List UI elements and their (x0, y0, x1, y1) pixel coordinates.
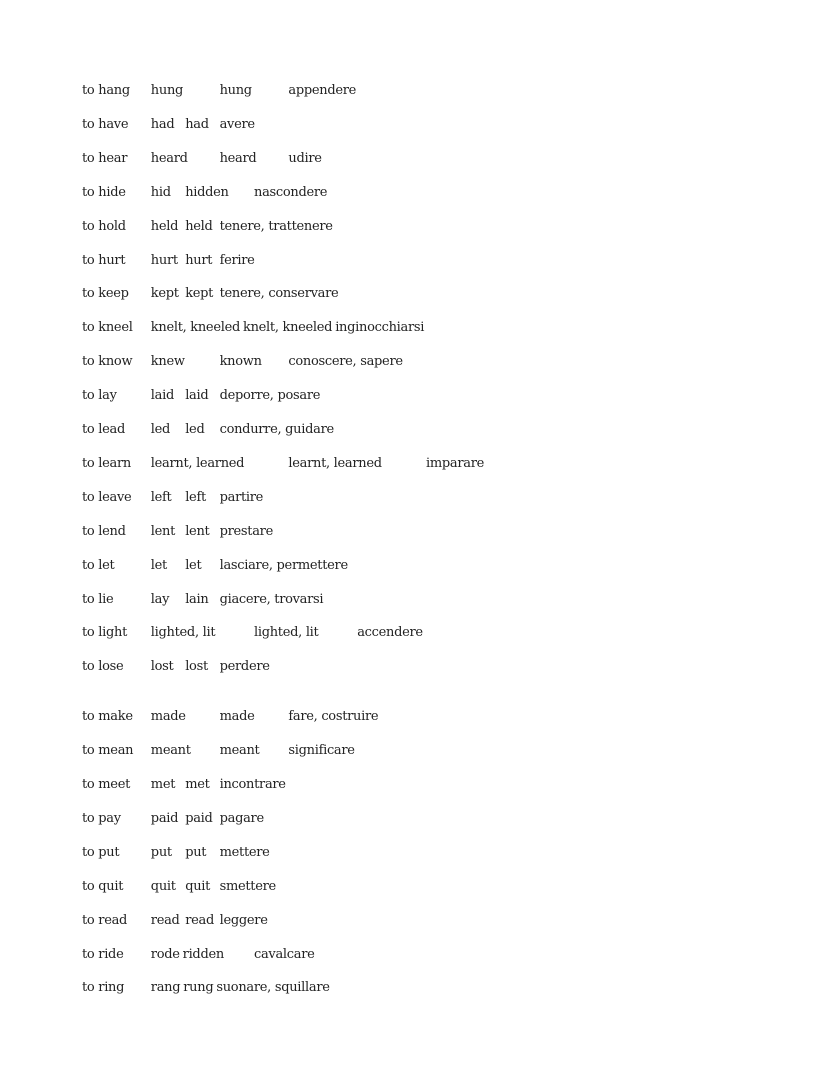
verb-row (0, 116, 828, 134)
verb-row (0, 285, 828, 303)
past-participle: ridden (182, 946, 224, 962)
infinitive: to hear (82, 150, 128, 166)
infinitive: to pay (82, 810, 121, 826)
italian-translation: condurre, guidare (219, 422, 334, 437)
italian-translation: leggere (219, 912, 268, 928)
italian-translation: perdere (219, 659, 270, 675)
verb-row (0, 150, 828, 168)
italian-translation: lasciare, permettere (219, 557, 348, 573)
past-participle: lighted, lit (254, 625, 319, 641)
verb-row (0, 421, 828, 439)
past-participle: made (219, 709, 255, 725)
italian-translation: imparare (426, 455, 485, 471)
italian-translation: partire (219, 489, 264, 505)
past-participle: hung (219, 83, 252, 98)
verb-row (0, 912, 828, 930)
italian-translation: significare (288, 743, 355, 759)
past-participle: had (185, 116, 209, 132)
past-participle: heard (219, 150, 257, 166)
past-simple: lost (150, 659, 174, 675)
verb-row (0, 844, 828, 862)
past-simple: hurt (150, 252, 178, 268)
infinitive: to know (82, 354, 133, 370)
past-simple: read (150, 912, 180, 928)
verb-row (0, 387, 828, 405)
italian-translation: deporre, posare (219, 388, 321, 404)
past-participle: held (185, 218, 213, 234)
italian-translation: pagare (219, 810, 264, 826)
past-participle: learnt, learned (288, 455, 382, 471)
verb-row (0, 489, 828, 507)
infinitive: to ring (82, 980, 125, 996)
infinitive: to light (82, 625, 128, 641)
infinitive: to ride (82, 946, 124, 962)
verb-row (0, 979, 828, 997)
italian-translation: udire (288, 150, 322, 166)
past-participle: paid (185, 810, 213, 826)
verb-row (0, 810, 828, 828)
italian-translation: nascondere (254, 184, 328, 200)
infinitive: to quit (82, 878, 124, 894)
infinitive: to keep (82, 286, 129, 302)
past-simple: lay (150, 591, 170, 607)
italian-translation: ferire (219, 252, 255, 268)
infinitive: to meet (82, 777, 131, 792)
past-participle: read (185, 912, 214, 928)
past-simple: quit (150, 878, 176, 894)
infinitive: to hurt (82, 252, 126, 268)
italian-translation: giacere, trovarsi (219, 591, 324, 607)
past-participle: put (185, 844, 207, 860)
past-participle: met (185, 777, 210, 792)
verb-row (0, 252, 828, 270)
infinitive: to hold (82, 218, 126, 234)
past-simple: hid (150, 184, 171, 200)
infinitive: to learn (82, 455, 131, 471)
infinitive: to leave (82, 489, 132, 505)
italian-translation: tenere, conservare (219, 286, 339, 302)
infinitive: to lay (82, 388, 117, 404)
infinitive: to hang (82, 83, 130, 98)
infinitive: to make (82, 709, 133, 725)
verb-row (0, 557, 828, 575)
verb-row (0, 708, 828, 726)
verb-row (0, 624, 828, 642)
verb-row (0, 523, 828, 541)
past-simple: let (150, 557, 167, 573)
verb-row (0, 184, 828, 202)
verb-row (0, 319, 828, 337)
past-simple: rang (150, 980, 181, 996)
italian-translation: cavalcare (254, 946, 315, 962)
past-simple: made (150, 709, 186, 725)
italian-translation: incontrare (219, 777, 286, 792)
infinitive: to lead (82, 422, 126, 437)
past-participle: led (185, 422, 205, 437)
italian-translation: avere (219, 116, 255, 132)
past-participle: lain (185, 591, 209, 607)
italian-translation: mettere (219, 844, 270, 860)
verb-row (0, 591, 828, 609)
past-participle: quit (185, 878, 211, 894)
past-participle: rung (183, 980, 214, 996)
past-simple: held (150, 218, 179, 234)
past-simple: lent (150, 523, 176, 539)
past-participle: kept (185, 286, 214, 302)
infinitive: to lend (82, 523, 126, 539)
italian-translation: prestare (219, 523, 273, 539)
past-participle: hurt (185, 252, 213, 268)
italian-translation: suonare, squillare (216, 980, 330, 996)
verb-row (0, 742, 828, 760)
verb-row (0, 776, 828, 794)
infinitive: to lie (82, 591, 114, 607)
past-simple: meant (150, 743, 191, 759)
infinitive: to have (82, 116, 129, 132)
infinitive: to put (82, 844, 120, 860)
past-simple: paid (150, 810, 179, 826)
past-simple: put (150, 844, 172, 860)
past-simple: heard (150, 150, 188, 166)
infinitive: to let (82, 557, 115, 573)
infinitive: to read (82, 912, 128, 928)
past-participle: laid (185, 388, 209, 404)
past-simple: learnt, learned (150, 455, 245, 471)
infinitive: to hide (82, 184, 126, 200)
infinitive: to kneel (82, 320, 133, 336)
verb-row (0, 455, 828, 473)
past-participle: let (185, 557, 202, 573)
verb-row (0, 82, 828, 100)
past-participle: left (185, 489, 206, 505)
past-participle: lost (185, 659, 208, 675)
italian-translation: smettere (219, 878, 276, 894)
past-simple: left (150, 489, 172, 505)
past-participle: lent (185, 523, 210, 539)
past-simple: knelt, kneeled (150, 320, 240, 336)
infinitive: to lose (82, 659, 124, 675)
infinitive: to mean (82, 743, 134, 759)
past-participle: known (219, 354, 262, 370)
past-participle: meant (219, 743, 260, 759)
italian-translation: inginocchiarsi (335, 320, 425, 336)
past-simple: led (150, 422, 171, 437)
verb-row (0, 878, 828, 896)
italian-translation: conoscere, sapere (288, 354, 403, 370)
italian-translation: accendere (357, 625, 423, 641)
verb-row (0, 658, 828, 676)
past-simple: kept (150, 286, 179, 302)
past-simple: knew (150, 354, 185, 370)
past-simple: laid (150, 388, 174, 404)
verb-row (0, 353, 828, 371)
verb-row (0, 946, 828, 964)
italian-translation: tenere, trattenere (219, 218, 333, 234)
past-simple: hung (150, 83, 184, 98)
past-simple: met (150, 777, 176, 792)
italian-translation: fare, costruire (288, 709, 379, 725)
past-participle: hidden (185, 184, 229, 200)
past-simple: lighted, lit (150, 625, 216, 641)
italian-translation: appendere (288, 83, 357, 98)
past-simple: had (150, 116, 175, 132)
past-simple: rode (150, 946, 180, 962)
past-participle: knelt, kneeled (243, 320, 333, 336)
verb-row (0, 218, 828, 236)
